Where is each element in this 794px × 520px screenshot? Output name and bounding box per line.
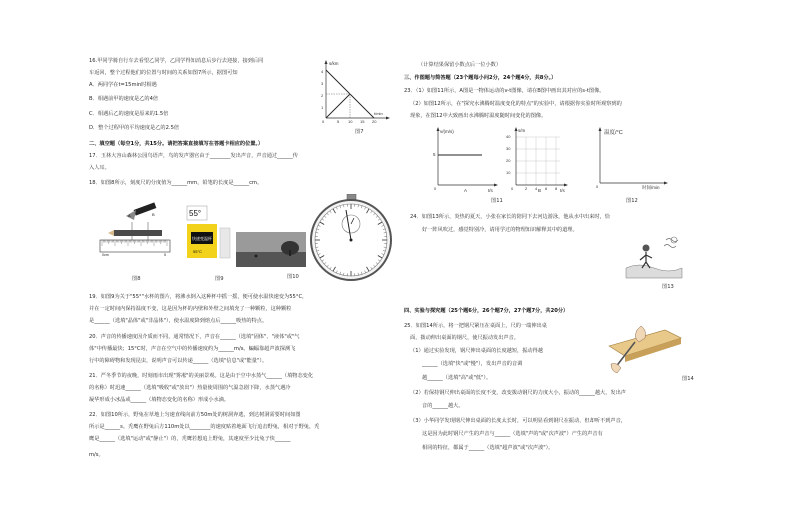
fig7-xtick: 20 [372, 119, 377, 124]
fig7-xtick: 5 [337, 119, 340, 124]
q16-option-c: C．相遇后乙的速度是原来的1.5倍 [89, 111, 169, 117]
q25-line: 这是因为此时钢尺产生的声音与______（选填"声的"或"次声波"）产生的声音有 [422, 431, 603, 437]
fig11b-xtick: 2 [525, 186, 528, 191]
q25-line: 相同的特征，都属于______（选填"超声波"或"次声波"）。 [422, 445, 554, 451]
fig11a-ytick: 5 [433, 152, 436, 157]
fig11a-ylabel: v/(m/s) [440, 129, 454, 134]
fig11b-ytick: 20 [506, 158, 511, 163]
svg-text:A: A [128, 213, 131, 218]
fig12-origin: 0 [596, 184, 599, 189]
figure-11-graph-a [430, 125, 500, 193]
q25-line: （1）通过实验发现，钢尺伸出桌面的长度越短，振动得越 [410, 348, 543, 354]
q25-line: （2）若保持钢尺伸出桌面的长度不变，改变拨动钢尺的力度大小，振动的______越大，发出声 [410, 390, 626, 396]
fig7-ylabel: s/km [329, 61, 339, 66]
figure-10-stopwatch [306, 194, 396, 282]
fig7-xtick: 15 [360, 119, 365, 124]
q16-line: 16.甲同学骑自行车去看望乙同学，乙同学得知消息后步行去迎接，接到后同 [89, 58, 264, 64]
fig11b-origin: 0 [511, 186, 514, 191]
q16-option-b: B．相遇前甲的速度是乙的4倍 [89, 96, 159, 102]
q20-line: 体"中传播最快；15°C时，声音在空气中的传播速度约为______m/s。蝙蝠靠超声波探测飞 [89, 346, 296, 352]
section-2-title: 二、填空题（每空1分，共15分。请把答案直接填写在答题卡相应的位置。） [89, 141, 264, 147]
fig7-xlabel: t/min [374, 111, 383, 116]
fig13-caption: 图13 [662, 284, 674, 290]
q25-line: 音的______越大。 [422, 403, 464, 409]
fig7-ytick: 1 [321, 105, 324, 110]
figure-14 [605, 320, 685, 375]
figure-13 [624, 234, 684, 282]
fig11b-ytick: 10 [506, 170, 511, 175]
fig7-ytick: 3 [321, 81, 324, 86]
fig11b-ytick: 30 [506, 146, 511, 151]
fig7-ytick: 2 [321, 93, 324, 98]
q25-line: ______（选填"快"或"慢"），发出声音的音调 [422, 361, 523, 367]
fig11b-ylabel: s/m [518, 128, 526, 133]
q20-line: 行中的障碍物和发现昆虫，说明声音可以传递______（选填"信息"或"能量"）。 [89, 358, 268, 364]
q23-line: （2）如图12所示，在"探究水沸腾时温度变化的特点"的实验中，请根据你实验时所观察到的 [410, 101, 622, 107]
fig11b-xtick: 6 [545, 186, 548, 191]
fig12-xlabel: 时间/min [642, 185, 660, 190]
fig8-ruler-zero: 0cm [102, 253, 109, 257]
q19-line: 19．如图9为关于"55°"水杯的图片，将沸水倒入这种杯中摇一摇，便可使水温快速变为55°C， [89, 294, 308, 300]
fig9-temp: 55° [189, 209, 202, 218]
fig9-label2: 55°C [193, 249, 202, 254]
figure-9 [183, 198, 233, 264]
q22-line: 所示是______s。秃鹰在野兔后方110m处以________的速度贴着地面飞行追击野兔，相对于野兔，秃 [89, 424, 320, 430]
q21-line: 的名称）时迅速______（选填"吸收"或"放出"）热量使周围的气温急剧下降，水蒸气遇冷 [89, 385, 291, 391]
fig9-label1: 快速变温杯 [192, 236, 212, 241]
q21-line: 凝华形成小冰晶或______（填物态变化的名称）形成小水滴。 [89, 397, 230, 403]
figure-8 [96, 200, 174, 260]
q22-line: 鹰是______（选填"运动"或"静止"）的，秃鹰若想追上野兔，其速度至少比兔子快______ [89, 436, 291, 442]
q23-line: 23．（1）如图11所示，A图是一物体运动的v-t图像，请在B图中画出其对应的s-t图像。 [404, 88, 605, 94]
q24-line: 好一阵风吹过，感觉特别冷，请用学过的物理知识解释其中的道理。 [422, 227, 578, 233]
q19-line: 是______（选填"晶体"或"非晶体"），使水温度降到熔点后______吸热的特点。 [89, 318, 268, 324]
q16-option-d: D．整个过程甲的平均速度是乙的2.5倍 [89, 125, 180, 131]
fig11-caption: 图11 [491, 198, 503, 204]
figure-12 [592, 125, 672, 193]
q25-line: 25．如图14所示，将一把钢尺紧压在桌面上，尺的一端伸出桌 [404, 323, 547, 329]
fig11b-sub: B [538, 188, 542, 193]
q22-line: m/s。 [89, 452, 104, 458]
q25-line: 面，拨动伸出桌面的钢尺，使尺振动发出声音。 [410, 335, 519, 341]
fig8-caption: 图8 [132, 276, 141, 282]
q20-line: 20．声音的传播速度因介质而不同，通常情况下，声音在______（选填"固体"、"液体"或"气 [89, 334, 300, 340]
q18-text: 18．如图8所示，刻度尺的分度值为______mm，铅笔的长度是______cm。 [89, 180, 263, 186]
q17-line: 17．玉林大容山森林公园鸟语声，鸟的发声器官由于________发出声音，声音通过______传 [89, 153, 298, 159]
fig9-caption: 图9 [215, 276, 224, 282]
calc-note: （计算结果保留小数点后一位小数） [418, 62, 502, 68]
fig14-caption: 图14 [682, 376, 694, 382]
fig11b-xtick: 8 [555, 186, 558, 191]
fig7-ytick: 4 [321, 69, 324, 74]
q23-line: 现象，在图12中大致画出水沸腾时温度随时间变化的图像。 [410, 113, 547, 119]
svg-text:B: B [152, 212, 155, 217]
q19-line: 并在一定时间内保持温度不变，这是因为杯的内壁和外壁之间填充了一种颗粒，这种颗粒 [89, 306, 292, 312]
fig11a-origin: 0 [434, 186, 437, 191]
fig7-origin: 0 [322, 119, 325, 124]
grassland-photo [236, 232, 306, 267]
section-4-title: 四、实验与探究题（25个题6分，26个题7分，27个题7分，共20分） [404, 308, 569, 314]
fig11b-ytick: 40 [506, 134, 511, 139]
fig11b-xlabel: t/s [560, 188, 565, 193]
fig11b-xtick: 4 [535, 186, 538, 191]
q21-line: 21．严冬季节的夜晚，时刻雨市出现"雾凇"的美丽景观。这是由于空中水蒸气______（填物态变化 [89, 373, 314, 379]
fig11a-xlabel: t/s [488, 188, 493, 193]
figure-7 [318, 58, 393, 128]
fig8-ruler-end: 5 [164, 253, 166, 257]
q24-line: 24．如图13所示，炎热的夏天，小张在家长的陪同下去河边游泳，他从水中出来时，恰 [410, 214, 610, 220]
q22-line: 22．如图10所示，野兔在草地上匀速直线向前方50m处的树洞奔逃，到达树洞需要时间如图 [89, 412, 301, 418]
q16-line: 车返回，整个过程他们的位置与时间的关系如图7所示，据图可知 [89, 70, 238, 76]
fig7-caption: 图7 [355, 129, 364, 135]
section-3-title: 三、作图题与简答题（23个题每小问2分，24个题4分，共8分。） [404, 75, 557, 81]
fig11a-sub: A [464, 188, 468, 193]
fig7-xtick: 10 [348, 119, 353, 124]
q17-line: 入人耳。 [89, 165, 110, 171]
q25-line: （3）小华同学发现钢尺伸出桌面的长度太长时，可以明显看到钢尺在振动，但却听不到声音， [410, 418, 626, 424]
fig12-caption: 图12 [626, 198, 638, 204]
fig12-ylabel: 温度/°C [604, 130, 623, 136]
figure-11-graph-b [502, 125, 572, 193]
q25-line: 越______（选填"高"或"低"）。 [422, 375, 492, 381]
fig10-caption: 图10 [287, 274, 299, 280]
q16-option-a: A．两同学在t=15min时相遇 [89, 82, 157, 88]
